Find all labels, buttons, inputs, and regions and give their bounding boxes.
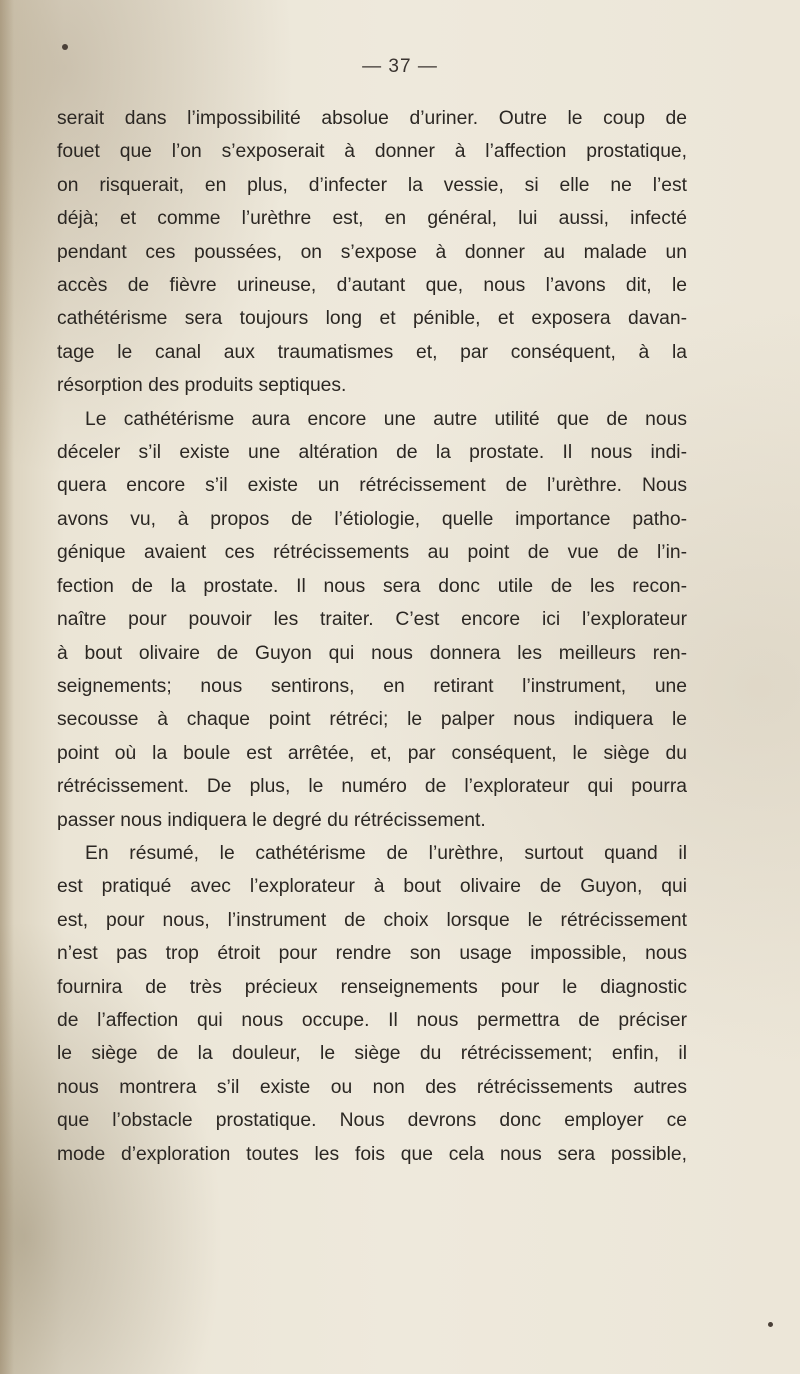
text-line: accès de fièvre urineuse, d’autant que, nous l’avons dit, le (57, 275, 687, 297)
body-text (57, 102, 687, 1171)
ink-spot (62, 44, 68, 50)
text-line: génique avaient ces rétrécissements au point de vue de l’in- (57, 542, 687, 564)
text-line: rétrécissement. De plus, le numéro de l’explorateur qui pourra (57, 776, 687, 798)
text-line: Le cathétérisme aura encore une autre utilité que de nous (85, 408, 687, 430)
page-number: — 37 — (362, 56, 438, 77)
text-line: déjà; et comme l’urèthre est, en général, lui aussi, infecté (57, 208, 687, 230)
text-line: pendant ces poussées, on s’expose à donner au malade un (57, 241, 687, 263)
text-line: avons vu, à propos de l’étiologie, quelle importance patho- (57, 508, 687, 530)
text-line: le siège de la douleur, le siège du rétrécissement; enfin, il (57, 1043, 687, 1065)
text-line: nous montrera s’il existe ou non des rétrécissements autres (57, 1076, 687, 1098)
text-line: fouet que l’on s’exposerait à donner à l’affection prostatique, (57, 141, 687, 163)
text-line: tage le canal aux traumatismes et, par conséquent, à la (57, 341, 687, 363)
text-line: mode d’exploration toutes les fois que cela nous sera possible, (57, 1143, 687, 1165)
ink-spot (768, 1322, 773, 1327)
paragraph (57, 837, 687, 1171)
text-line: résorption des produits septiques. (57, 375, 347, 397)
text-line: de l’affection qui nous occupe. Il nous permettra de préciser (57, 1009, 687, 1031)
paragraph (57, 102, 687, 403)
text-line: déceler s’il existe une altération de la prostate. Il nous indi- (57, 442, 687, 464)
text-line: on risquerait, en plus, d’infecter la vessie, si elle ne l’est (57, 174, 687, 196)
text-line: que l’obstacle prostatique. Nous devrons donc employer ce (57, 1110, 687, 1132)
text-line: est, pour nous, l’instrument de choix lorsque le rétrécissement (57, 909, 687, 931)
text-line: seignements; nous sentirons, en retirant l’instrument, une (57, 675, 687, 697)
text-line: naître pour pouvoir les traiter. C’est encore ici l’explorateur (57, 609, 687, 631)
text-line: passer nous indiquera le degré du rétrécissement. (57, 809, 486, 831)
text-line: quera encore s’il existe un rétrécissement de l’urèthre. Nous (57, 475, 687, 497)
text-line: cathétérisme sera toujours long et pénible, et exposera davan- (57, 308, 687, 330)
text-line: serait dans l’impossibilité absolue d’uriner. Outre le coup de (57, 108, 687, 129)
text-line: à bout olivaire de Guyon qui nous donnera les meilleurs ren- (57, 642, 687, 664)
text-line: fournira de très précieux renseignements pour le diagnostic (57, 976, 687, 998)
page-shadow-edge (0, 0, 14, 1374)
text-line: est pratiqué avec l’explorateur à bout olivaire de Guyon, qui (57, 876, 687, 898)
text-line: En résumé, le cathétérisme de l’urèthre, surtout quand il (85, 842, 687, 864)
text-line: secousse à chaque point rétréci; le palper nous indiquera le (57, 709, 687, 731)
text-line: point où la boule est arrêtée, et, par conséquent, le siège du (57, 742, 687, 764)
paragraph (57, 403, 687, 837)
text-line: n’est pas trop étroit pour rendre son usage impossible, nous (57, 943, 687, 965)
text-line: fection de la prostate. Il nous sera donc utile de les recon- (57, 575, 687, 597)
